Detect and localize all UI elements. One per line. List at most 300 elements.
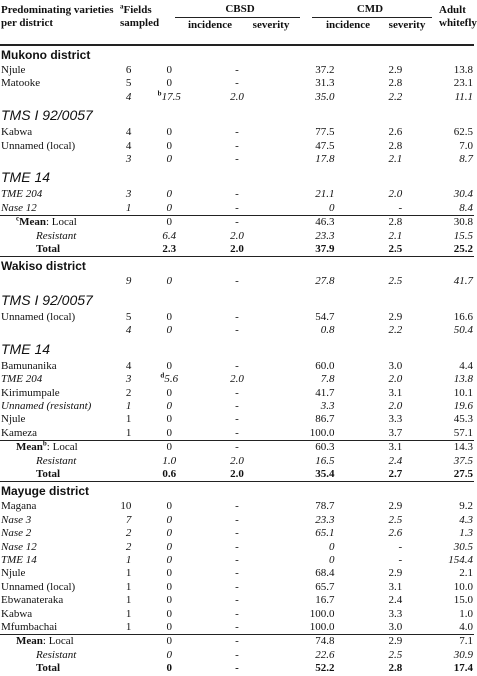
district-name: Mukono district [1, 48, 91, 62]
adult-whitefly: 4.0 [459, 621, 473, 633]
cbsd-incidence: 0 [166, 126, 172, 139]
header-cmd-incidence: incidence [326, 19, 370, 31]
total-row [0, 243, 474, 257]
table-row [0, 153, 474, 166]
fields-sampled: 3 [125, 373, 132, 386]
header-fields [120, 4, 166, 30]
variety-label: Njule [1, 413, 26, 426]
adult-whitefly: 25.2 [453, 243, 473, 256]
footnote-marker: b [42, 439, 47, 448]
cbsd-severity: - [235, 527, 239, 540]
footnote-marker: d [160, 371, 165, 380]
cmd-incidence: 86.7 [315, 413, 335, 426]
mean-label: Mean [19, 216, 46, 229]
cbsd-incidence: 0 [166, 567, 172, 580]
variety-label: Unnamed (local) [1, 580, 76, 593]
mean-sublabel: : Local [42, 635, 74, 648]
cbsd-severity: - [203, 441, 271, 455]
cbsd-severity: 2.0 [230, 454, 244, 467]
cmd-incidence: 0 [329, 201, 335, 214]
fields-sampled: 1 [125, 594, 132, 607]
cbsd-severity: - [235, 310, 239, 323]
cmd-incidence: 0 [329, 540, 335, 553]
cbsd-severity: - [235, 386, 239, 399]
fields-sampled [68, 455, 136, 468]
cbsd-incidence [135, 91, 203, 104]
adult-whitefly: 10.1 [453, 386, 473, 399]
cmd-incidence: 78.7 [315, 500, 335, 513]
adult-whitefly: 7.1 [406, 635, 474, 649]
cbsd-severity: - [235, 126, 239, 139]
variety-label: Kabwa [1, 126, 33, 139]
adult-whitefly: 45.3 [453, 413, 473, 426]
cmd-severity: 2.5 [388, 243, 403, 256]
adult-whitefly: 30.4 [453, 188, 473, 201]
cmd-severity: - [398, 201, 403, 214]
variety-label: Nase 12 [1, 201, 37, 214]
adult-whitefly: 62.5 [453, 126, 473, 139]
cmd-incidence: 16.5 [315, 454, 335, 467]
fields-sampled [68, 635, 136, 649]
adult-whitefly: 50.4 [453, 324, 473, 337]
adult-whitefly: 19.6 [453, 399, 473, 412]
variety-label [0, 275, 68, 288]
table-row [0, 387, 474, 400]
variety-label [0, 324, 68, 337]
cbsd-severity: - [235, 153, 239, 166]
fields-sampled: 4 [125, 126, 132, 139]
clone-filler [68, 338, 474, 360]
fields-sampled: 2 [125, 386, 132, 399]
cbsd-incidence: 0 [166, 580, 172, 593]
cell-value: 17.5 [161, 90, 181, 103]
header-fields-label: Fields sampled [120, 4, 160, 29]
cbsd-incidence: 0 [166, 386, 172, 399]
clone-filler [68, 166, 474, 188]
cbsd-incidence: 0 [166, 324, 172, 337]
adult-whitefly: 10.0 [453, 580, 473, 593]
variety-label: TMS I 92/0057 [1, 107, 93, 124]
table-row [0, 455, 474, 468]
cmd-incidence: 3.3 [320, 399, 335, 412]
cbsd-severity: - [203, 216, 271, 230]
adult-whitefly: 30.9 [453, 648, 473, 661]
fields-sampled: 4 [125, 359, 132, 372]
cbsd-incidence: 0 [166, 188, 172, 201]
cbsd-severity: - [235, 359, 239, 372]
table-row [0, 311, 474, 324]
adult-whitefly: 9.2 [459, 500, 473, 513]
cbsd-incidence: 0 [166, 359, 172, 372]
cmd-severity: 2.2 [388, 324, 403, 337]
cmd-severity: 2.9 [388, 310, 403, 323]
cmd-severity: 2.6 [388, 527, 403, 540]
variety-label: Resistant [36, 454, 77, 467]
header-cmd-severity: severity [388, 19, 426, 31]
table-row [0, 541, 474, 554]
cbsd-severity: - [235, 567, 239, 580]
cmd-severity: 2.8 [339, 216, 407, 230]
cbsd-incidence: 0 [166, 201, 172, 214]
cbsd-severity: - [235, 201, 239, 214]
cmd-severity: 2.1 [388, 153, 403, 166]
cmd-severity: 2.8 [388, 139, 403, 152]
variety-label: Bamunanika [1, 359, 57, 372]
table-row [0, 500, 474, 513]
fields-sampled: 6 [125, 64, 132, 76]
variety-label: Njule [1, 64, 26, 76]
cmd-severity: 2.2 [388, 90, 403, 103]
clone-group-row [0, 166, 474, 188]
adult-whitefly: 1.0 [459, 607, 473, 620]
cmd-incidence: 60.0 [315, 359, 335, 372]
fields-sampled: 4 [125, 324, 132, 337]
cmd-severity: 2.5 [388, 275, 403, 288]
fields-sampled: 1 [125, 426, 132, 439]
cbsd-incidence [135, 373, 203, 386]
fields-sampled: 2 [125, 540, 132, 553]
variety-label: TME 204 [1, 188, 43, 201]
cbsd-incidence: 1.0 [162, 454, 177, 467]
cmd-incidence: 31.3 [315, 77, 335, 90]
variety-label: Kirimumpale [1, 386, 60, 399]
cbsd-incidence: 0 [166, 527, 172, 540]
table-row [0, 400, 474, 413]
table-header [0, 0, 477, 46]
adult-whitefly: 17.4 [453, 662, 473, 675]
cbsd-severity: - [235, 275, 239, 288]
cmd-incidence: 37.9 [315, 243, 335, 256]
cbsd-incidence: 0 [166, 310, 172, 323]
cmd-severity: 2.5 [388, 648, 403, 661]
adult-whitefly: 154.4 [448, 553, 473, 566]
cmd-incidence: 100.0 [309, 621, 335, 633]
header-rule [0, 44, 474, 46]
cbsd-severity: 2.0 [230, 467, 244, 480]
cmd-incidence: 65.7 [315, 580, 335, 593]
table-row [0, 527, 474, 540]
adult-whitefly: 23.1 [453, 77, 473, 90]
cmd-incidence: 16.7 [315, 594, 335, 607]
fields-sampled: 1 [125, 553, 132, 566]
cmd-incidence: 23.3 [315, 229, 335, 242]
variety-label: Magana [1, 500, 37, 513]
adult-whitefly: 8.4 [459, 201, 473, 214]
fields-sampled: 10 [120, 500, 132, 513]
cmd-incidence: 47.5 [315, 139, 335, 152]
total-row [0, 468, 474, 482]
cmd-severity: 3.1 [388, 386, 403, 399]
header-cbsd-severity: severity [252, 19, 290, 31]
variety-label: TME 14 [1, 553, 37, 566]
mean-label: Mean [16, 635, 43, 648]
fields-sampled: 5 [125, 310, 132, 323]
cmd-incidence: 7.8 [320, 373, 335, 386]
variety-label: TME 14 [1, 340, 51, 357]
cmd-incidence: 0 [329, 553, 335, 566]
table-row [0, 594, 474, 607]
cbsd-incidence: 0 [166, 662, 172, 675]
variety-label [0, 214, 77, 230]
fields-sampled [68, 662, 136, 675]
district-row [0, 46, 474, 64]
variety-label: Resistant [36, 229, 77, 242]
fields-sampled: 1 [125, 607, 132, 620]
adult-whitefly: 7.0 [459, 139, 473, 152]
cmd-incidence: 41.7 [315, 386, 335, 399]
cmd-severity: 2.7 [388, 467, 403, 480]
cmd-incidence: 52.2 [315, 662, 335, 675]
cmd-incidence: 37.2 [315, 64, 335, 76]
cbsd-incidence: 0 [135, 216, 203, 230]
cbsd-severity: - [235, 413, 239, 426]
cmd-severity: 3.0 [388, 621, 403, 633]
variety-label: Resistant [36, 648, 77, 661]
district-row [0, 482, 474, 501]
cbsd-severity: - [235, 77, 239, 90]
adult-whitefly: 13.8 [453, 64, 473, 76]
table-row [0, 554, 474, 567]
cbsd-severity: - [235, 324, 239, 337]
cmd-severity: 2.9 [339, 635, 407, 649]
cmd-incidence: 68.4 [315, 567, 335, 580]
cmd-incidence: 35.0 [315, 90, 335, 103]
mean-sublabel: : Local [46, 441, 78, 454]
cmd-incidence: 27.8 [315, 275, 335, 288]
adult-whitefly: 8.7 [459, 153, 473, 166]
cmd-incidence: 100.0 [309, 426, 335, 439]
fields-sampled: 1 [125, 413, 132, 426]
fields-sampled [68, 230, 136, 243]
cmd-severity: 2.9 [388, 500, 403, 513]
variety-label: Matooke [1, 77, 41, 90]
clone-filler [68, 104, 474, 126]
variety-label: Unnamed (resistant) [1, 399, 92, 412]
header-whitefly: Adult whitefly [439, 4, 477, 29]
cmd-severity: - [398, 540, 403, 553]
fields-sampled: 3 [125, 188, 132, 201]
table-row [0, 324, 474, 337]
cmd-incidence: 23.3 [315, 513, 335, 526]
cbsd-severity: - [235, 139, 239, 152]
cmd-severity: 2.1 [388, 229, 403, 242]
fields-sampled [68, 468, 136, 482]
clone-group-row [0, 289, 474, 311]
fields-sampled [68, 649, 136, 662]
table-row [0, 621, 474, 635]
clone-filler [68, 289, 474, 311]
adult-whitefly: 4.4 [459, 359, 473, 372]
cbsd-severity: - [235, 648, 239, 661]
cmd-severity: 3.1 [339, 441, 407, 455]
cmd-rule [312, 17, 432, 18]
district-name: Wakiso district [0, 257, 474, 276]
cell-value: 5.6 [164, 373, 179, 386]
cbsd-severity: - [235, 540, 239, 553]
table-row [0, 581, 474, 594]
cbsd-severity: - [235, 607, 239, 620]
fields-sampled: 4 [125, 139, 132, 152]
table-row [0, 413, 474, 426]
cmd-incidence: 46.3 [271, 216, 339, 230]
cbsd-severity: - [235, 513, 239, 526]
adult-whitefly: 15.0 [453, 594, 473, 607]
cmd-severity: 2.0 [388, 188, 403, 201]
table-row [0, 126, 474, 139]
table-row [0, 427, 474, 441]
fields-sampled: 1 [125, 621, 132, 633]
cbsd-severity: - [235, 662, 239, 675]
cbsd-incidence: 0 [166, 540, 172, 553]
cbsd-incidence: 0 [166, 553, 172, 566]
cmd-incidence: 54.7 [315, 310, 335, 323]
cbsd-severity: - [235, 621, 239, 633]
cmd-incidence: 17.8 [315, 153, 335, 166]
fields-sampled: 5 [125, 77, 132, 90]
table-row [0, 91, 474, 104]
cbsd-incidence: 0 [166, 621, 172, 633]
variety-label [0, 439, 78, 455]
variety-label: Unnamed (local) [1, 139, 76, 152]
fields-sampled: 9 [125, 275, 132, 288]
variety-label: Kameza [1, 426, 38, 439]
table-row [0, 230, 474, 243]
table-row [0, 64, 474, 77]
table-row [0, 373, 474, 386]
adult-whitefly: 27.5 [453, 467, 473, 480]
cbsd-incidence: 0 [166, 413, 172, 426]
cmd-severity: 3.7 [388, 426, 403, 439]
adult-whitefly: 37.5 [453, 454, 473, 467]
cbsd-incidence: 0 [166, 153, 172, 166]
table-row [0, 360, 474, 373]
cbsd-incidence: 0 [135, 441, 203, 455]
mean-row [0, 441, 474, 455]
cbsd-severity: - [235, 426, 239, 439]
fields-sampled [68, 441, 136, 455]
header-variety: Predominating varieties per district [1, 4, 114, 29]
cmd-severity: 2.9 [388, 64, 403, 76]
table-row [0, 140, 474, 153]
cbsd-incidence: 0 [135, 635, 203, 649]
cmd-incidence: 35.4 [315, 467, 335, 480]
table-row [0, 202, 474, 216]
cbsd-incidence: 0 [166, 399, 172, 412]
variety-label [0, 91, 68, 104]
fields-sampled: 2 [125, 527, 132, 540]
cbsd-severity: - [235, 399, 239, 412]
cmd-incidence: 77.5 [315, 126, 335, 139]
fields-sampled: 1 [125, 201, 132, 214]
fields-sampled: 1 [125, 399, 132, 412]
variety-label: Total [36, 243, 61, 256]
cbsd-incidence: 0 [166, 426, 172, 439]
fields-sampled: 1 [125, 567, 132, 580]
cmd-severity: 2.0 [388, 373, 403, 386]
header-cbsd-incidence: incidence [188, 19, 232, 31]
fields-sampled [68, 243, 136, 257]
fields-sampled [68, 216, 136, 230]
adult-whitefly: 1.3 [459, 527, 473, 540]
cbsd-incidence: 0 [166, 64, 172, 76]
footnote-marker: b [157, 89, 162, 98]
district-row [0, 257, 474, 276]
district-name: Mayuge district [0, 482, 474, 501]
cbsd-incidence: 0 [166, 139, 172, 152]
cbsd-severity: - [203, 635, 271, 649]
cmd-incidence: 60.3 [271, 441, 339, 455]
variety-label: Total [36, 662, 61, 675]
cmd-incidence: 21.1 [315, 188, 335, 201]
adult-whitefly: 11.1 [454, 90, 473, 103]
footnote-marker: c [16, 214, 20, 223]
cbsd-incidence: 2.3 [162, 243, 177, 256]
cbsd-incidence: 0 [166, 275, 172, 288]
table-row [0, 567, 474, 580]
table-row [0, 608, 474, 621]
cmd-severity: - [398, 553, 403, 566]
header-cbsd: CBSD [225, 3, 255, 15]
cbsd-incidence: 0 [166, 500, 172, 513]
cbsd-severity: 2.0 [230, 90, 244, 103]
mean-sublabel: : Local [46, 216, 77, 229]
table-row [0, 77, 474, 90]
cmd-severity: 2.5 [388, 513, 403, 526]
variety-label: Nase 3 [1, 513, 32, 526]
fields-sampled: 7 [125, 513, 132, 526]
cbsd-incidence: 0 [166, 607, 172, 620]
variety-label: Mfumbachai [1, 621, 58, 633]
mean-row [0, 216, 474, 230]
cbsd-incidence: 0.6 [162, 467, 177, 480]
variety-label [0, 635, 74, 649]
adult-whitefly: 30.5 [453, 540, 473, 553]
cbsd-severity: 2.0 [230, 373, 244, 386]
cmd-severity: 2.9 [388, 567, 403, 580]
cmd-severity: 2.6 [388, 126, 403, 139]
table-row [0, 275, 474, 288]
fields-sampled: 3 [125, 153, 132, 166]
table-row [0, 188, 474, 201]
cbsd-severity: 2.0 [230, 229, 244, 242]
adult-whitefly: 2.1 [459, 567, 473, 580]
total-row [0, 662, 474, 675]
clone-group-row [0, 104, 474, 126]
adult-whitefly: 57.1 [453, 426, 473, 439]
cmd-severity: 2.8 [388, 77, 403, 90]
cmd-severity: 2.8 [388, 662, 403, 675]
table-row [0, 649, 474, 662]
mean-label: Mean [16, 441, 43, 454]
cmd-severity: 2.4 [388, 594, 403, 607]
variety-label: Unnamed (local) [1, 310, 76, 323]
variety-label: TME 14 [1, 169, 51, 186]
cbsd-severity: - [235, 580, 239, 593]
variety-label: Total [36, 467, 61, 480]
cbsd-incidence: 6.4 [162, 229, 177, 242]
cbsd-incidence: 0 [166, 648, 172, 661]
cbsd-severity: - [235, 594, 239, 607]
cbsd-incidence: 0 [166, 594, 172, 607]
variety-label: Nase 12 [1, 540, 37, 553]
cbsd-severity: - [235, 64, 239, 76]
cmd-incidence: 65.1 [315, 527, 335, 540]
table-row [0, 514, 474, 527]
variety-label: TMS I 92/0057 [1, 291, 93, 308]
variety-label [0, 153, 68, 166]
adult-whitefly: 41.7 [453, 275, 473, 288]
mean-row [0, 635, 474, 649]
